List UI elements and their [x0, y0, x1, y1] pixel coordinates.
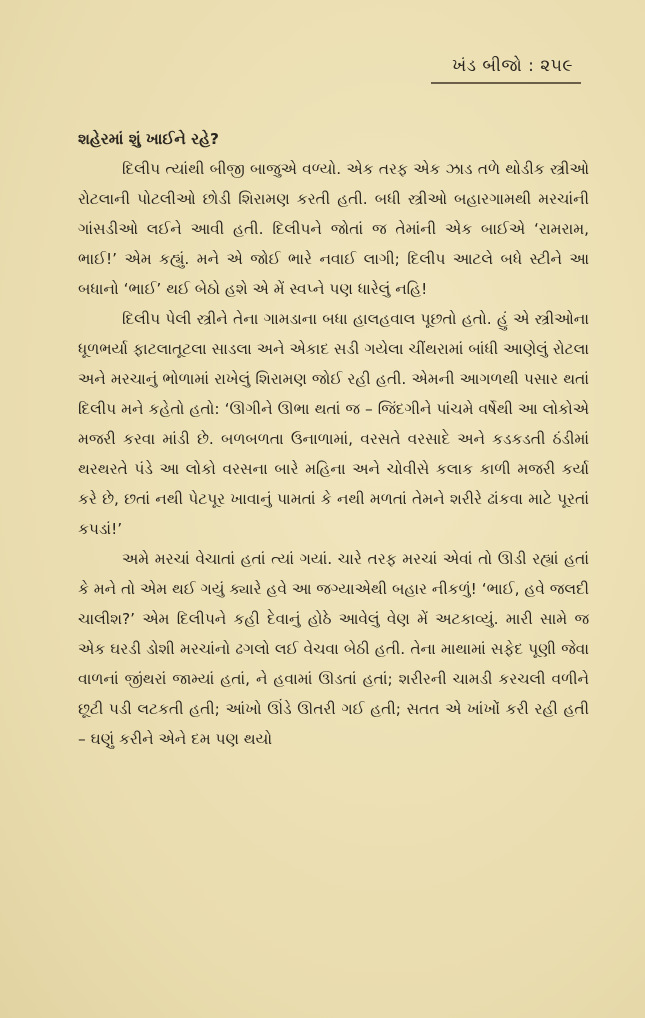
section-heading: શહેરમાં શું ખાઈને રહે?	[78, 130, 219, 148]
header-underline	[431, 82, 581, 84]
page-body	[78, 124, 589, 754]
paragraph-1: દિલીપ ત્યાંથી બીજી બાજુએ વળ્યો. એક તરફ એક ઝાડ તળે થોડીક સ્ત્રીઓ રોટલાની પોટલીઓ છોડી શિરામણ કરતી હતી. બધી સ્ત્રીઓ બહારગામથી મરચાંની ગાંસડીઓ લઈને આવી હતી. દિલીપને જોતાં જ તેમાંની એક બાઈએ ‘રામરામ, ભાઈ!’ એમ કહ્યું. મને એ જોઈ ભારે નવાઈ લાગી; દિલીપ આટલે બધે સ્ટીને આ બધાનો ‘ભાઈ’ થઈ બેઠો હશે એ મેં સ્વપ્ને પણ ધારેલું નહિ!	[78, 160, 589, 298]
page-header: ખંડ બીજો : ૨૫૯	[452, 56, 573, 76]
paragraph-3: અમે મરચાં વેચાતાં હતાં ત્યાં ગયાં. ચારે તરફ મરચાં એવાં તો ઊડી રહ્યાં હતાં કે મને તો એમ થઈ ગયું ક્યારે હવે આ જગ્યાએથી બહાર નીકળું! ‘ભાઈ, હવે જલદી ચાલીશ?’ એમ દિલીપને કહી દેવાનું હોઠે આવેલું વેણ મેં અટકાવ્યું. મારી સામે જ એક ઘરડી ડોશી મરચાંનો ઢગલો લઈ વેચવા બેઠી હતી. તેના માથામાં સફેદ પૂણી જેવા વાળનાં જીંથરાં જામ્યાં હતાં, ને હવામાં ઊડતાં હતાં; શરીરની ચામડી કરચલી વળીને છૂટી પડી લટકતી હતી; આંખો ઊંડે ઊતરી ગઈ હતી; સતત એ ખાંખોં કરી રહી હતી – ઘણું કરીને એને દમ પણ થયો	[78, 550, 589, 748]
paragraph-2: દિલીપ પેલી સ્ત્રીને તેના ગામડાના બધા હાલહવાલ પૂછતો હતો. હું એ સ્ત્રીઓના ધૂળભર્યા ફાટલાતૂટલા સાડલા અને એકાદ સડી ગયેલા ચીંથરામાં બાંધી આણેલું રોટલા અને મરચાનું ભોળામાં રાખેલું શિરામણ જોઈ રહી હતી. એમની આગળથી પસાર થતાં દિલીપ મને કહેતો હતો: ‘ઊગીને ઊભા થતાં જ – જિંદગીને પાંચમે વર્ષેથી આ લોકોએ મજરી કરવા માંડી છે. બળબળતા ઉનાળામાં, વરસતે વરસાદે અને કડકડતી ઠંડીમાં થરથરતે પંડે આ લોકો વરસના બારે મહિના અને ચોવીસે કલાક કાળી મજરી કર્યા કરે છે, છતાં નથી પેટપૂર ખાવાનું પામતાં કે નથી મળતાં તેમને શરીરે ઢાંકવા માટે પૂરતાં કપડાં!’	[78, 310, 589, 538]
